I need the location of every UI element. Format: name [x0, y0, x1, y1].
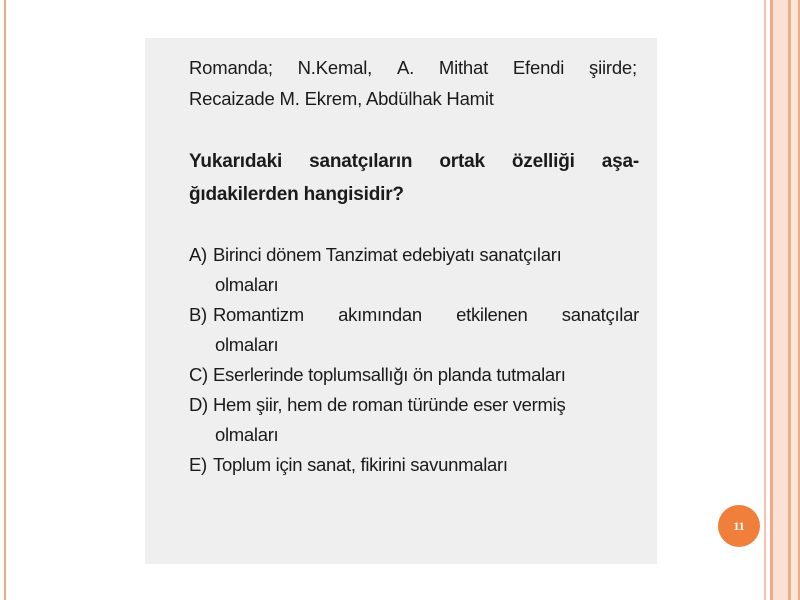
- question-image: [145, 38, 657, 564]
- question-line-1: [189, 145, 639, 178]
- option-text: Birinci dönem Tanzimat edebiyatı sanatçıları: [213, 244, 562, 265]
- question-word: sanatçıların: [309, 151, 413, 172]
- option-letter: D): [189, 394, 208, 415]
- option-word: sanatçılar: [561, 304, 639, 325]
- intro-word: Efendi: [512, 57, 565, 78]
- intro-line-1: [189, 52, 637, 83]
- intro-line-2: Recaizade M. Ekrem, Abdülhak Hamit: [189, 88, 494, 109]
- intro-word: A.: [396, 57, 415, 78]
- option-letter: A): [189, 244, 207, 265]
- option-text-continued: olmaları: [215, 334, 279, 355]
- option-letter: E): [189, 454, 207, 475]
- question-word: Yukarıdaki: [189, 151, 283, 172]
- option-text: [213, 300, 639, 330]
- option-word: akımından: [338, 304, 422, 325]
- intro-word: N.Kemal,: [297, 57, 373, 78]
- option-word: etkilenen: [456, 304, 528, 325]
- question-text: [189, 145, 639, 211]
- question-word: özelliği: [511, 151, 575, 172]
- page-number-badge: 11: [718, 505, 760, 547]
- question-word: aşa-: [601, 151, 639, 172]
- intro-word: şiirde;: [589, 57, 637, 78]
- intro-text: [189, 52, 639, 114]
- intro-word: Mithat: [438, 57, 489, 78]
- option-text: Eserlerinde toplumsallığı ön planda tutmaları: [213, 364, 566, 385]
- option-letter: C): [189, 364, 208, 385]
- question-line-2: ğıdakilerden hangisidir?: [189, 184, 404, 205]
- intro-word: Romanda;: [189, 57, 273, 78]
- option-text: Hem şiir, hem de roman türünde eser vermiş: [213, 394, 566, 415]
- option-e: [189, 450, 639, 480]
- option-d: [189, 390, 639, 450]
- answer-options: [189, 240, 639, 480]
- option-text: Toplum için sanat, fikirini savunmaları: [213, 454, 508, 475]
- option-word: Romantizm: [213, 304, 304, 325]
- option-c: [189, 360, 639, 390]
- option-b: [189, 300, 639, 360]
- option-text-continued: olmaları: [215, 274, 279, 295]
- left-border-line: [4, 0, 6, 600]
- option-text-continued: olmaları: [215, 424, 279, 445]
- option-a: [189, 240, 639, 300]
- option-letter: B): [189, 304, 207, 325]
- question-word: ortak: [439, 151, 485, 172]
- right-decorative-stripes: [762, 0, 800, 600]
